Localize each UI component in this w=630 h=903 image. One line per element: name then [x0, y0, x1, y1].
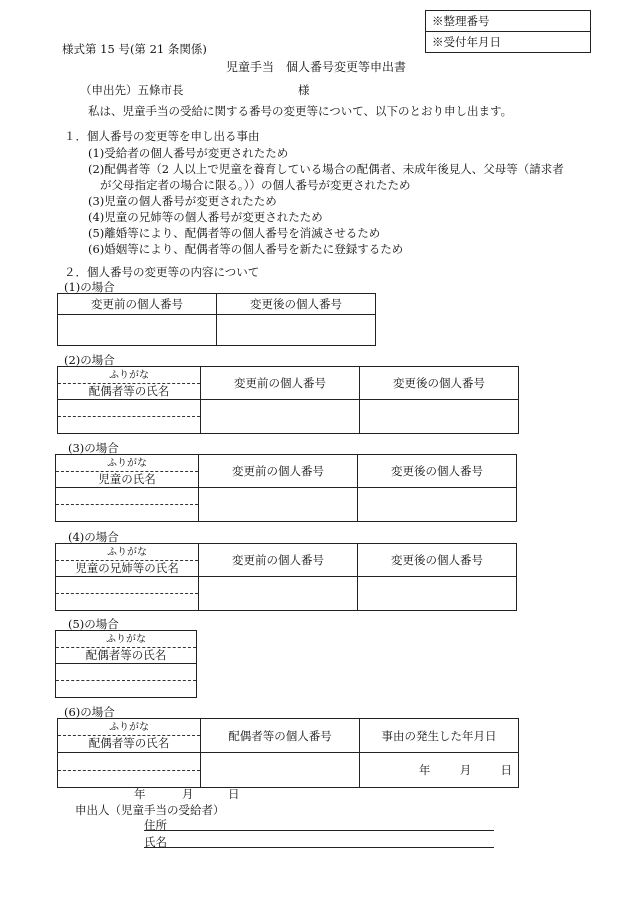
- name-label: 児童の氏名: [56, 471, 198, 486]
- office-use-box: [425, 10, 591, 53]
- furigana-label: ふりがな: [107, 457, 147, 469]
- reason-item: (6)婚姻等により、配偶者等の個人番号を新たに登録するため: [88, 242, 404, 256]
- case5-label: (5)の場合: [68, 617, 119, 631]
- reason-item: が父母指定者の場合に限る。））の個人番号が変更されたため: [100, 178, 411, 192]
- case2-after-number[interactable]: [360, 400, 519, 434]
- name-label: 児童の兄姉等の氏名: [56, 560, 198, 575]
- case4-after-header: 変更後の個人番号: [358, 544, 517, 577]
- name-label: 配偶者等の氏名: [58, 735, 200, 750]
- reason-item: (2)配偶者等（2 人以上で児童を養育している場合の配偶者、未成年後見人、父母等（請求者: [88, 162, 564, 176]
- furigana-label: ふりがな: [109, 722, 149, 733]
- case4-after-number[interactable]: [358, 577, 517, 611]
- submission-day: 日: [228, 787, 240, 801]
- furigana-label: ふりがな: [109, 369, 149, 381]
- case4-table: [55, 543, 517, 611]
- case3-label: (3)の場合: [68, 441, 119, 455]
- case5-table: [55, 630, 197, 698]
- case1-before-header: 変更前の個人番号: [58, 294, 217, 315]
- case6-date-header: 事由の発生した年月日: [360, 719, 519, 753]
- case2-label: (2)の場合: [64, 353, 115, 367]
- case4-before-number[interactable]: [199, 577, 358, 611]
- reason-item: (3)児童の個人番号が変更されたため: [88, 194, 277, 208]
- case3-name-field[interactable]: [56, 488, 199, 522]
- applicant-address-line[interactable]: [144, 830, 494, 831]
- date-year: 年: [418, 763, 431, 777]
- reason-item: (5)離婚等により、配偶者等の個人番号を消滅させるため: [88, 226, 381, 240]
- furigana-label: ふりがな: [107, 546, 147, 558]
- case2-table: [57, 366, 519, 434]
- case6-name-field[interactable]: [58, 753, 201, 788]
- seiri-number-label: ※整理番号: [426, 11, 591, 32]
- case3-after-number[interactable]: [358, 488, 517, 522]
- case1-table: [57, 293, 376, 346]
- applicant-label: 申出人（児童手当の受給者）: [75, 803, 225, 817]
- applicant-address-label: 住所: [144, 818, 167, 832]
- case6-name-header: [58, 719, 201, 753]
- case3-before-header: 変更前の個人番号: [199, 455, 358, 488]
- name-label: 配偶者等の氏名: [56, 647, 196, 662]
- case4-label: (4)の場合: [68, 530, 119, 544]
- case3-table: [55, 454, 517, 522]
- case2-name-header: [58, 367, 201, 400]
- case6-number-field[interactable]: [201, 753, 360, 788]
- form-number: 様式第 15 号(第 21 条関係): [62, 42, 207, 56]
- case6-label: (6)の場合: [64, 705, 115, 719]
- case4-name-field[interactable]: [56, 577, 199, 611]
- case5-name-field[interactable]: [56, 664, 197, 698]
- addressee-sama: 様: [298, 83, 310, 97]
- case3-name-header: [56, 455, 199, 488]
- name-label: 配偶者等の氏名: [58, 383, 200, 398]
- case5-name-header: [56, 631, 197, 664]
- applicant-name-line[interactable]: [144, 847, 494, 848]
- case3-before-number[interactable]: [199, 488, 358, 522]
- applicant-name-label: 氏名: [144, 835, 167, 849]
- section1-heading: １．個人番号の変更等を申し出る事由: [64, 129, 260, 143]
- case1-after-header: 変更後の個人番号: [217, 294, 376, 315]
- intro-text: 私は、児童手当の受給に関する番号の変更等について、以下のとおり申し出ます。: [88, 104, 513, 118]
- case1-after-number[interactable]: [217, 315, 376, 346]
- case3-after-header: 変更後の個人番号: [358, 455, 517, 488]
- reason-item: (4)児童の兄姉等の個人番号が変更されたため: [88, 210, 323, 224]
- case1-label: (1)の場合: [64, 280, 115, 294]
- case6-date-field[interactable]: [360, 753, 519, 788]
- date-day: 日: [500, 763, 512, 777]
- uketsuke-date-label: ※受付年月日: [426, 32, 591, 53]
- case2-name-field[interactable]: [58, 400, 201, 434]
- case1-before-number[interactable]: [58, 315, 217, 346]
- submission-month: 月: [182, 787, 194, 801]
- submission-year: 年: [134, 787, 146, 801]
- reason-item: (1)受給者の個人番号が変更されたため: [88, 146, 289, 160]
- case2-before-number[interactable]: [201, 400, 360, 434]
- case4-before-header: 変更前の個人番号: [199, 544, 358, 577]
- case6-number-header: 配偶者等の個人番号: [201, 719, 360, 753]
- furigana-label: ふりがな: [106, 633, 146, 645]
- addressee: （申出先）五條市長: [80, 83, 184, 97]
- case6-table: [57, 718, 519, 788]
- case2-after-header: 変更後の個人番号: [360, 367, 519, 400]
- date-month: 月: [459, 763, 472, 777]
- case2-before-header: 変更前の個人番号: [201, 367, 360, 400]
- section2-heading: ２．個人番号の変更等の内容について: [64, 265, 260, 279]
- page-title: 児童手当 個人番号変更等申出書: [226, 60, 407, 74]
- case4-name-header: [56, 544, 199, 577]
